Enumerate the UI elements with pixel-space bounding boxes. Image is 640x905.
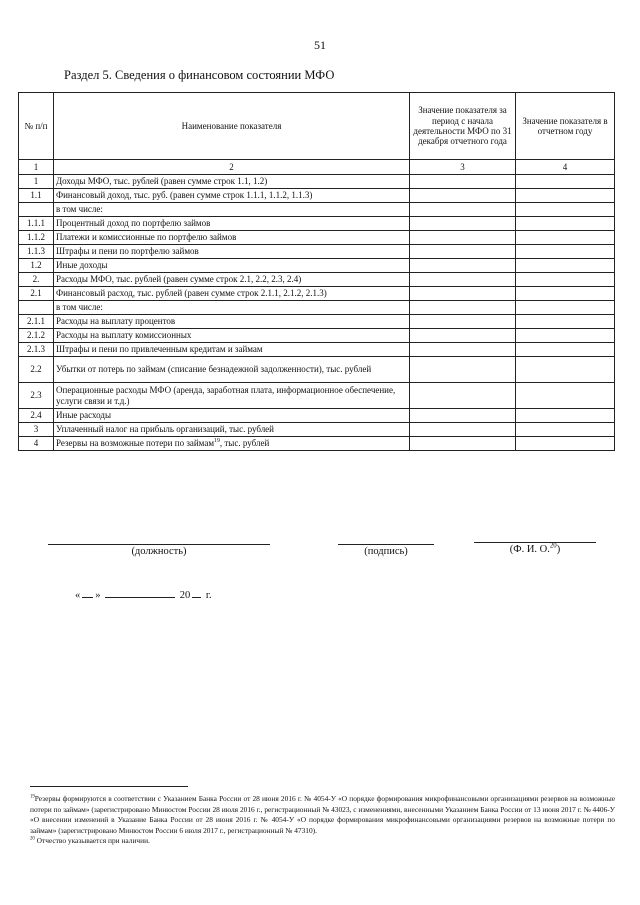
indicator-name: Финансовый расход, тыс. рублей (равен сумме строк 2.1.1, 2.1.2, 2.1.3) bbox=[54, 287, 410, 301]
value-since-start-cell bbox=[410, 409, 516, 423]
indicator-name: Резервы на возможные потери по займам$^{19}$, тыс. рублей bbox=[54, 437, 410, 451]
row-number: 2.1 bbox=[19, 287, 54, 301]
value-reporting-year-cell bbox=[516, 203, 615, 217]
footnote-rule bbox=[30, 786, 188, 787]
row-number: 1.1.1 bbox=[19, 217, 54, 231]
row-number bbox=[19, 301, 54, 315]
column-number: 1 bbox=[19, 160, 54, 175]
row-number: 3 bbox=[19, 423, 54, 437]
indicator-name: в том числе: bbox=[54, 203, 410, 217]
value-reporting-year-cell bbox=[516, 287, 615, 301]
table-row bbox=[19, 437, 615, 451]
row-number: 2.1.1 bbox=[19, 315, 54, 329]
row-number: 1.1.3 bbox=[19, 245, 54, 259]
year-blank bbox=[192, 588, 201, 598]
section-title: Раздел 5. Сведения о финансовом состоянии МФО bbox=[64, 68, 335, 82]
value-reporting-year-cell bbox=[516, 175, 615, 189]
header-row-number: № п/п bbox=[19, 93, 54, 160]
value-reporting-year-cell bbox=[516, 259, 615, 273]
value-since-start-cell bbox=[410, 287, 516, 301]
value-since-start-cell bbox=[410, 231, 516, 245]
indicator-name: Штрафы и пени по портфелю займов bbox=[54, 245, 410, 259]
row-number: 1 bbox=[19, 175, 54, 189]
table-row bbox=[19, 245, 615, 259]
indicator-name: Расходы МФО, тыс. рублей (равен сумме строк 2.1, 2.2, 2.3, 2.4) bbox=[54, 273, 410, 287]
value-since-start-cell bbox=[410, 189, 516, 203]
header-indicator-name: Наименование показателя bbox=[54, 93, 410, 160]
table-row bbox=[19, 301, 615, 315]
indicator-name: Процентный доход по портфелю займов bbox=[54, 217, 410, 231]
value-since-start-cell bbox=[410, 259, 516, 273]
row-number: 2.2 bbox=[19, 357, 54, 383]
date-line: « » 20 г. bbox=[75, 590, 212, 601]
value-reporting-year-cell bbox=[516, 189, 615, 203]
table-row bbox=[19, 383, 615, 409]
value-since-start-cell bbox=[410, 203, 516, 217]
table-row bbox=[19, 175, 615, 189]
row-number: 1.1.2 bbox=[19, 231, 54, 245]
value-since-start-cell bbox=[410, 383, 516, 409]
header-value-reporting-year: Значение показателя в отчетном году bbox=[516, 93, 615, 160]
row-number: 2. bbox=[19, 273, 54, 287]
row-number: 2.3 bbox=[19, 383, 54, 409]
day-blank bbox=[82, 588, 93, 598]
value-since-start-cell bbox=[410, 329, 516, 343]
table-row bbox=[19, 189, 615, 203]
value-since-start-cell bbox=[410, 245, 516, 259]
row-number: 2.1.2 bbox=[19, 329, 54, 343]
indicator-name: Уплаченный налог на прибыль организаций, тыс. рублей bbox=[54, 423, 410, 437]
table-row bbox=[19, 273, 615, 287]
value-reporting-year-cell bbox=[516, 315, 615, 329]
indicator-name: Операционные расходы МФО (аренда, заработная плата, информационное обеспечение, услуги связи и т.д.) bbox=[54, 383, 410, 409]
value-reporting-year-cell bbox=[516, 343, 615, 357]
table-row bbox=[19, 357, 615, 383]
table-row bbox=[19, 217, 615, 231]
table-row bbox=[19, 259, 615, 273]
table-row bbox=[19, 231, 615, 245]
fio-label: (Ф. И. О.$^{20}$) bbox=[509, 542, 561, 555]
value-reporting-year-cell bbox=[516, 231, 615, 245]
footnote-20: $^{20}$ Отчество указывается при наличии. bbox=[30, 836, 150, 846]
table-row bbox=[19, 315, 615, 329]
indicator-name: в том числе: bbox=[54, 301, 410, 315]
value-since-start-cell bbox=[410, 315, 516, 329]
table-row bbox=[19, 409, 615, 423]
value-since-start-cell bbox=[410, 175, 516, 189]
value-since-start-cell bbox=[410, 357, 516, 383]
table-row bbox=[19, 203, 615, 217]
value-since-start-cell bbox=[410, 301, 516, 315]
value-reporting-year-cell bbox=[516, 357, 615, 383]
column-number: 2 bbox=[54, 160, 410, 175]
value-since-start-cell bbox=[410, 437, 516, 451]
value-reporting-year-cell bbox=[516, 301, 615, 315]
value-reporting-year-cell bbox=[516, 423, 615, 437]
month-blank bbox=[105, 588, 175, 598]
table-row bbox=[19, 343, 615, 357]
financial-status-table bbox=[18, 92, 615, 451]
signature-label: (подпись) bbox=[364, 546, 408, 557]
position-label: (должность) bbox=[131, 546, 187, 557]
row-number: 1.2 bbox=[19, 259, 54, 273]
row-number: 4 bbox=[19, 437, 54, 451]
value-reporting-year-cell bbox=[516, 437, 615, 451]
value-reporting-year-cell bbox=[516, 329, 615, 343]
footnote-19: $^{19}$Резервы формируются в соответствии с Указанием Банка России от 28 июня 2016 г. № 4054-У «О порядке формирования микрофинансовыми организациями резервов на возможные потери по займам» (зарегистрировано Минюстом России 28 июля 2016 г., регистрационный № 43023, с изменениями, внесенными Указанием Банка России от 13 июня 2017 г. № 4406-У «О внесении изменений в Указание Банка России от 28 июня 2016 г. № 4054-У «О порядке формирования микрофинансовыми организациями резервов на возможные потери по займам» (зарегистрировано Минюстом России 6 июля 2017 г., регистрационный № 47310). bbox=[30, 794, 615, 835]
page-number: 51 bbox=[314, 38, 326, 52]
value-since-start-cell bbox=[410, 423, 516, 437]
footnotes bbox=[30, 794, 615, 847]
value-reporting-year-cell bbox=[516, 383, 615, 409]
value-reporting-year-cell bbox=[516, 409, 615, 423]
indicator-name: Доходы МФО, тыс. рублей (равен сумме строк 1.1, 1.2) bbox=[54, 175, 410, 189]
table-body bbox=[19, 175, 615, 451]
column-number: 4 bbox=[516, 160, 615, 175]
position-line bbox=[48, 544, 270, 545]
row-number: 2.4 bbox=[19, 409, 54, 423]
value-reporting-year-cell bbox=[516, 273, 615, 287]
row-number bbox=[19, 203, 54, 217]
table-row bbox=[19, 329, 615, 343]
indicator-name: Расходы на выплату комиссионных bbox=[54, 329, 410, 343]
value-since-start-cell bbox=[410, 273, 516, 287]
indicator-name: Финансовый доход, тыс. руб. (равен сумме строк 1.1.1, 1.1.2, 1.1.3) bbox=[54, 189, 410, 203]
indicator-name: Штрафы и пени по привлеченным кредитам и займам bbox=[54, 343, 410, 357]
indicator-name: Убытки от потерь по займам (списание безнадежной задолженности), тыс. рублей bbox=[54, 357, 410, 383]
column-number-row bbox=[19, 160, 615, 175]
value-since-start-cell bbox=[410, 217, 516, 231]
value-since-start-cell bbox=[410, 343, 516, 357]
indicator-name: Расходы на выплату процентов bbox=[54, 315, 410, 329]
indicator-name: Иные доходы bbox=[54, 259, 410, 273]
row-number: 2.1.3 bbox=[19, 343, 54, 357]
value-reporting-year-cell bbox=[516, 217, 615, 231]
value-reporting-year-cell bbox=[516, 245, 615, 259]
header-value-since-start: Значение показателя за период с начала деятельности МФО по 31 декабря отчетного года bbox=[410, 93, 516, 160]
indicator-name: Платежи и комиссионные по портфелю займов bbox=[54, 231, 410, 245]
table-row bbox=[19, 287, 615, 301]
indicator-name: Иные расходы bbox=[54, 409, 410, 423]
fio-line bbox=[474, 542, 596, 543]
table-row bbox=[19, 423, 615, 437]
row-number: 1.1 bbox=[19, 189, 54, 203]
column-number: 3 bbox=[410, 160, 516, 175]
table-header-row bbox=[19, 93, 615, 160]
signature-line bbox=[338, 544, 434, 545]
